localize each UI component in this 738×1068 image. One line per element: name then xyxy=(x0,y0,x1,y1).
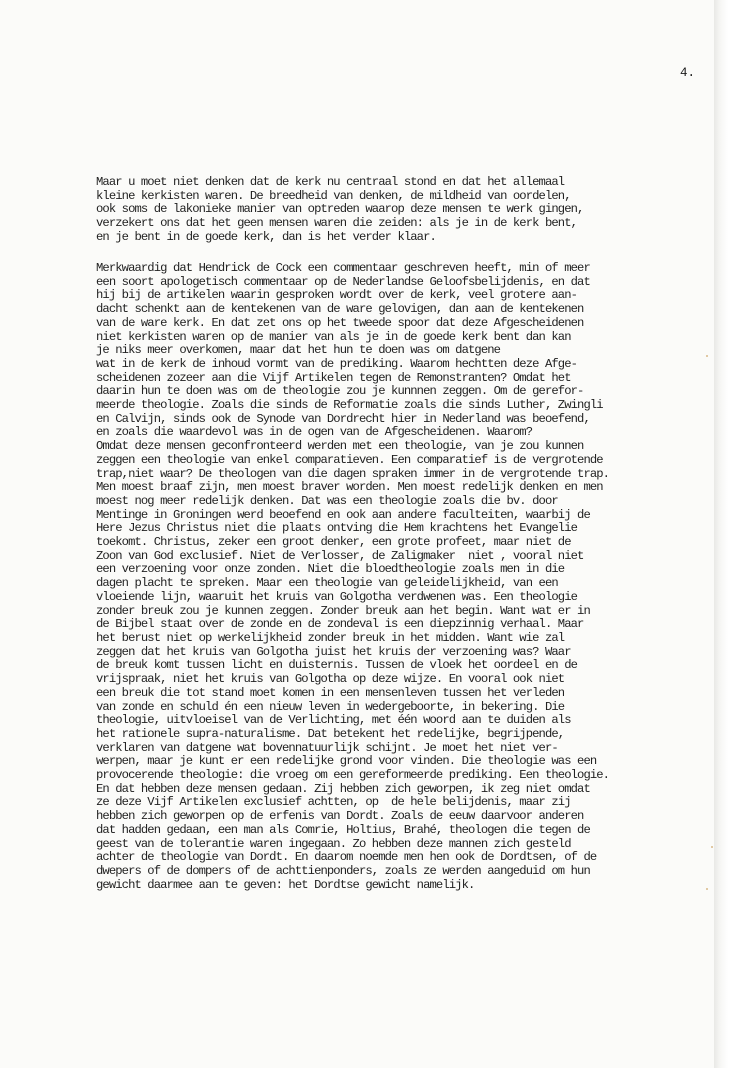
text-line: niet kerkisten waren op de manier van als je in de goede kerk bent dan kan xyxy=(96,329,571,344)
text-line: vrijspraak, niet het kruis van Golgotha op deze wijze. En vooral ook niet xyxy=(96,672,565,687)
paper-speck xyxy=(706,355,708,357)
text-line: meerde theologie. Zoals die sinds de Reformatie zoals die sinds Luther, Zwingli xyxy=(96,398,603,413)
page-edge-shadow xyxy=(714,0,738,1068)
text-line: kleine kerkisten waren. De breedheid van denken, de mildheid van oordelen, xyxy=(96,188,571,203)
text-line: de breuk komt tussen licht en duisternis. Tussen de vloek het oordeel en de xyxy=(96,658,578,673)
text-line: Zoon van God exclusief. Niet de Verlosser, de Zaligmaker niet , vooral niet xyxy=(96,548,584,563)
text-line: en Calvijn, sinds ook de Synode van Dordrecht hier in Nederland was beoefend, xyxy=(96,411,590,426)
text-line: Maar u moet niet denken dat de kerk nu centraal stond en dat het allemaal xyxy=(96,175,565,189)
text-line: de Bijbel staat over de zonde en de zondeval is een diepzinnig verhaal. Maar xyxy=(96,617,584,632)
text-line: een soort apologetisch commentaar op de Nederlandse Geloofsbelijdenis, en dat xyxy=(96,274,590,289)
text-line: een breuk die tot stand moet komen in een mensenleven tussen het verleden xyxy=(96,685,565,700)
text-line: verklaren van datgene wat bovennatuurlijk schijnt. Je moet het niet ver- xyxy=(96,740,558,755)
text-line: Omdat deze mensen geconfronteerd werden met een theologie, van je zou kunnen xyxy=(96,439,584,454)
text-line: zonder breuk zou je kunnen zeggen. Zonder breuk aan het begin. Want wat er in xyxy=(96,603,590,618)
text-line: daarin hun te doen was om de theologie zou je kunnnen zeggen. Om de gerefor- xyxy=(96,384,584,399)
text-line: trap,niet waar? De theologen van die dagen spraken immer in de vergrotende trap. xyxy=(96,466,610,481)
page-number: 4. xyxy=(680,66,696,80)
text-line: een verzoening voor onze zonden. Niet die bloedtheologie zoals men in die xyxy=(96,562,565,577)
text-line: van de ware kerk. En dat zet ons op het tweede spoor dat deze Afgescheidenen xyxy=(96,315,584,330)
text-line: En dat hebben deze mensen gedaan. Zij hebben zich geworpen, ik zeg niet omdat xyxy=(96,781,590,796)
text-line: je niks meer overkomen, maar dat het hun te doen was om datgene xyxy=(96,343,501,358)
text-line: moest nog meer redelijk denken. Dat was een theologie zoals die bv. door xyxy=(96,493,558,508)
text-line: zeggen een theologie van enkel comparatieven. Een comparatief is de vergrotende xyxy=(96,452,603,467)
text-line: verzekert ons dat het geen mensen waren die zeiden: als je in de kerk bent, xyxy=(96,216,578,231)
text-line: gewicht daarmee aan te geven: het Dordtse gewicht namelijk. xyxy=(96,877,475,892)
text-line: theologie, uitvloeisel van de Verlichting, met één woord aan te duiden als xyxy=(96,713,571,728)
text-line: werpen, maar je kunt er een redelijke grond voor vinden. Die theologie was een xyxy=(96,754,597,769)
paragraph-1 xyxy=(96,176,583,245)
text-line: achter de theologie van Dordt. En daarom noemde men hen ook de Dordtsen, of de xyxy=(96,850,597,865)
text-line: Mentinge in Groningen werd beoefend en ook aan andere faculteiten, waarbij de xyxy=(96,507,590,522)
text-line: en zoals die waardevol was in de ogen van de Afgescheidenen. Waarom? xyxy=(96,425,533,440)
text-line: wat in de kerk de inhoud vormt van de prediking. Waarom hechtten deze Afge- xyxy=(96,356,578,371)
text-line: van zonde en schuld én een nieuw leven in wedergeboorte, in bekering. Die xyxy=(96,699,565,714)
text-line: provocerende theologie: die vroeg om een gereformeerde prediking. Een theologie. xyxy=(96,768,610,783)
text-line: het berust niet op werkelijkheid zonder breuk in het midden. Want wie zal xyxy=(96,630,565,645)
text-line: het rationele supra-naturalisme. Dat betekent het redelijke, begrijpende, xyxy=(96,726,565,741)
text-line: toekomt. Christus, zeker een groot denker, een grote profeet, maar niet de xyxy=(96,535,571,550)
text-line: hebben zich geworpen op de erfenis van Dordt. Zoals de eeuw daarvoor anderen xyxy=(96,809,584,824)
text-line: scheidenen zozeer aan die Vijf Artikelen tegen de Remonstranten? Omdat het xyxy=(96,370,571,385)
text-line: Here Jezus Christus niet die plaats ontving die Hem krachtens het Evangelie xyxy=(96,521,578,536)
text-line: dagen placht te spreken. Maar een theologie van geleidelijkheid, van een xyxy=(96,576,558,591)
text-line: dat hadden gedaan, een man als Comrie, Holtius, Brahé, theologen die tegen de xyxy=(96,822,590,837)
text-line: hij bij de artikelen waarin gesproken wordt over de kerk, veel grotere aan- xyxy=(96,288,578,303)
paper-speck xyxy=(711,846,713,848)
text-line: geest van de tolerantie waren ingegaan. Zo hebben deze mannen zich gesteld xyxy=(96,836,571,851)
text-line: dwepers of de dompers of de achttienponders, zoals ze werden aangeduid om hun xyxy=(96,863,590,878)
text-line: zeggen dat het kruis van Golgotha juist het kruis der verzoening was? Waar xyxy=(96,644,571,659)
text-line: Merkwaardig dat Hendrick de Cock een commentaar geschreven heeft, min of meer xyxy=(96,261,590,275)
paper-speck xyxy=(706,888,708,890)
paragraph-2 xyxy=(96,262,609,892)
text-line: Men moest braaf zijn, men moest braver worden. Men moest redelijk denken en men xyxy=(96,480,603,495)
text-line: ook soms de lakonieke manier van optreden waarop deze mensen te werk gingen, xyxy=(96,202,584,217)
text-line: dacht schenkt aan de kentekenen van de ware gelovigen, dan aan de kentekenen xyxy=(96,302,584,317)
text-line: vloeiende lijn, waaruit het kruis van Golgotha verdwenen was. Een theologie xyxy=(96,589,578,604)
text-line: en je bent in de goede kerk, dan is het verder klaar. xyxy=(96,229,436,244)
text-line: ze deze Vijf Artikelen exclusief achtten, op de hele belijdenis, maar zij xyxy=(96,795,571,810)
